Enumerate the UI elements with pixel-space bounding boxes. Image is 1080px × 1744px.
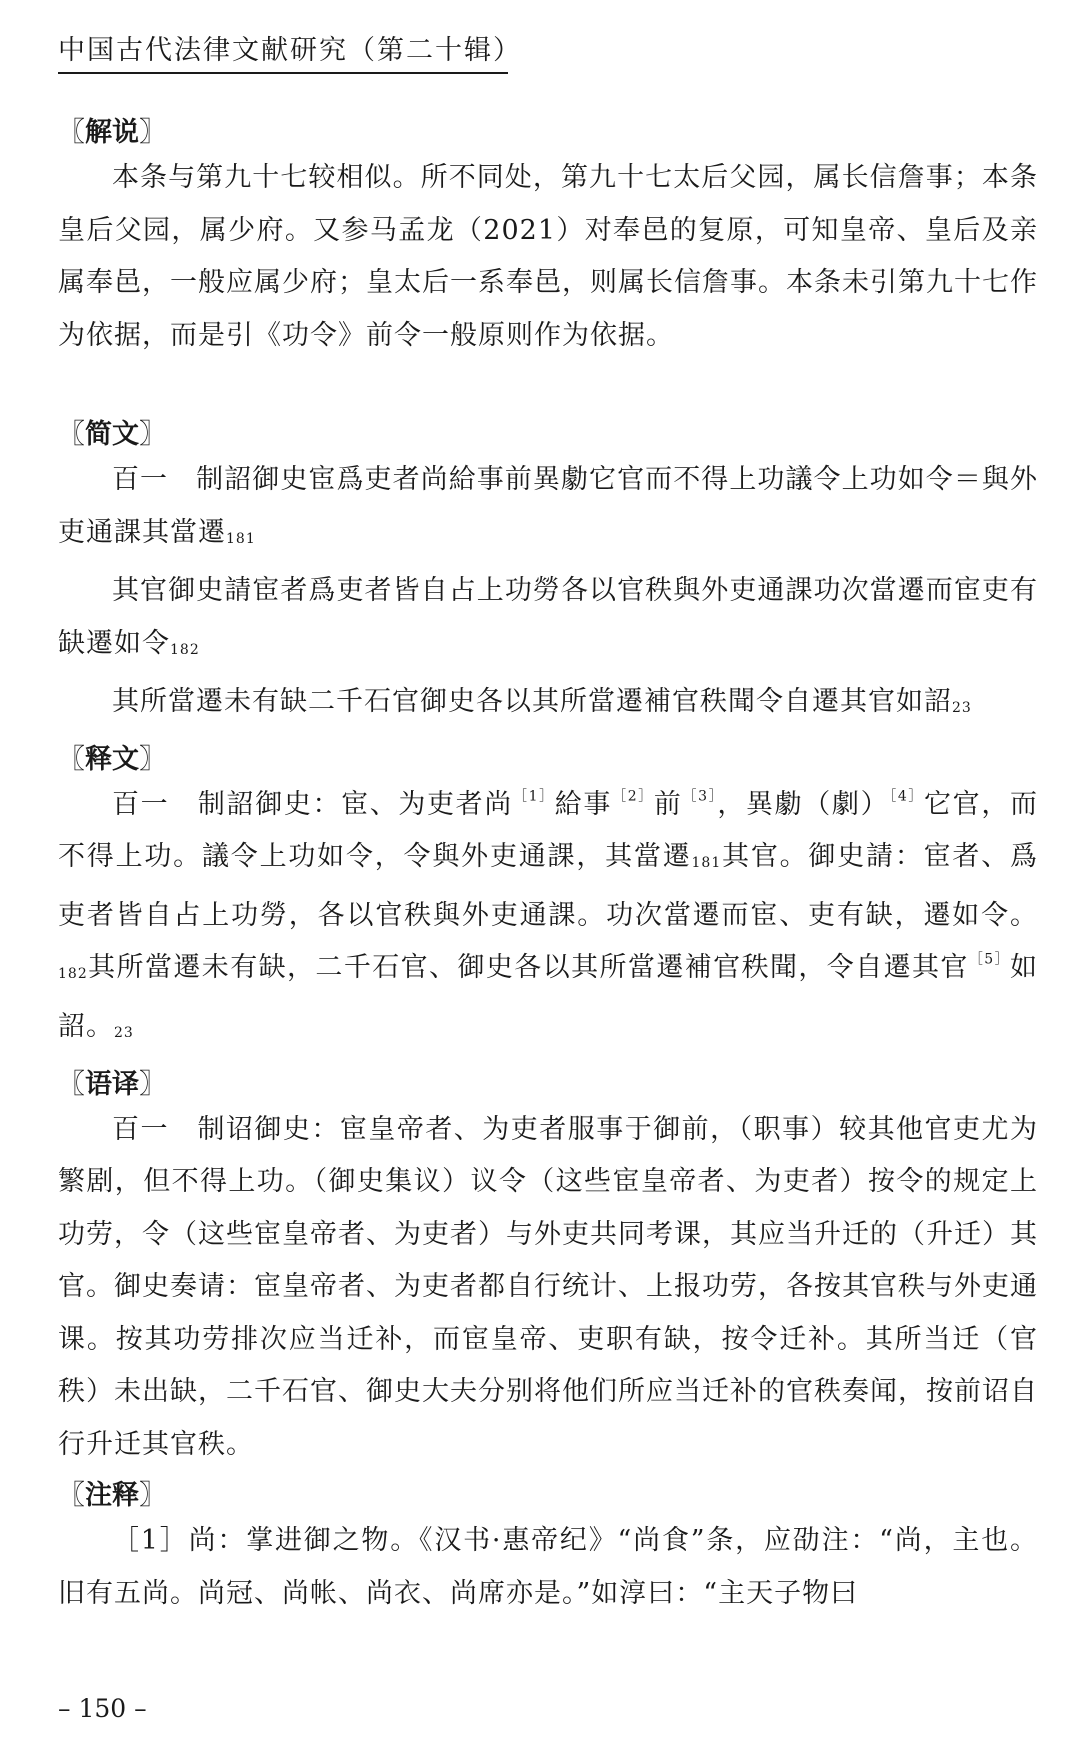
note-marker: ［2］ <box>612 788 654 805</box>
note-marker: ［3］ <box>682 788 718 805</box>
section-heading-jianwen: 〖简文〗 <box>58 419 166 450</box>
section-heading-zhushi: 〖注释〗 <box>58 1480 166 1512</box>
jianwen-strip-2: 其官御史請宦者爲吏者皆自占上功勞各以官秩與外吏通課功次當遷而宦吏有缺遷如令182 <box>58 575 1038 659</box>
strip-number: 182 <box>170 641 200 658</box>
yuyi-paragraph: 百一 制诏御史：宦皇帝者、为吏者服事于御前，（职事）较其他官吏尤为繁剧，但不得上功。（御史集议）议令（这些宦皇帝者、为吏者）按令的规定上功劳，令（这些宦皇帝者、为吏者）与外吏共同考课，其应当升迁的（升迁）其官。御史奏请：宦皇帝者、为吏者都自行统计、上报功劳，各按其官秩与外吏通课。按其功劳排次应当迁补，而宦皇帝、吏职有缺，按令迁补。其所当迁（官秩）未出缺，二千石官、御史大夫分别将他们所应当迁补的官秩奏闻，按前诏自行升迁其官秩。 <box>58 1113 1038 1460</box>
section-heading-jieshuo: 〖解说〗 <box>58 117 166 148</box>
jieshuo-paragraph: 本条与第九十七较相似。所不同处，第九十七太后父园，属长信詹事；本条皇后父园，属少府。又参马孟龙（2021）对奉邑的复原，可知皇帝、皇后及亲属奉邑，一般应属少府；皇太后一系奉邑，则属长信詹事。本条未引第九十七作为依据，而是引《功令》前令一般原则作为依据。 <box>58 162 1038 351</box>
note-marker: ［5］ <box>968 951 1010 968</box>
shiwen-paragraph: 百一 制詔御史：宦、为吏者尚$^{[1]}$給事$^{[2]}$前$^{[3]}$，異勮（劇）$^{[4]}$它官，而不得上功。議令上功如令，令與外吏通課，其當遷181其官。御史請：宦者、爲吏者皆自占上功勞，各以官秩與外吏通課。功次當遷而宦、吏有缺，遷如令。182其所當遷未有缺，二千石官、御史各以其所當遷補官秩聞，令自遷其官$^{[5]}$如詔。23 <box>58 788 1039 1042</box>
section-heading-yuyi: 〖语译〗 <box>58 1068 166 1100</box>
page-body <box>58 114 1038 1620</box>
jianwen-strip-3: 其所當遷未有缺二千石官御史各以其所當遷補官秩聞令自遷其官如詔23 <box>112 686 972 718</box>
page-number: – 150 – <box>58 1694 147 1723</box>
note-marker: ［4］ <box>889 788 925 805</box>
zhushi-note-1: ［1］尚：掌进御之物。《汉书·惠帝纪》“尚食”条，应劭注：“尚，主也。旧有五尚。尚冠、尚帐、尚衣、尚席亦是。”如淳曰：“主天子物曰 <box>58 1525 1038 1609</box>
strip-number: 23 <box>952 700 972 717</box>
section-heading-shiwen: 〖释文〗 <box>58 743 166 775</box>
strip-number: 181 <box>226 530 256 547</box>
strip-number: 182 <box>58 966 88 983</box>
jianwen-strip-1: 百一 制詔御史宦爲吏者尚給事前異勮它官而不得上功議令上功如令＝與外吏通課其當遷181 <box>58 464 1038 548</box>
note-marker: ［1］ <box>512 788 555 805</box>
strip-number: 181 <box>691 855 722 872</box>
header-rule <box>58 72 508 74</box>
strip-number: 23 <box>114 1025 134 1042</box>
running-head-title: 中国古代法律文献研究（第二十辑） <box>58 35 522 66</box>
